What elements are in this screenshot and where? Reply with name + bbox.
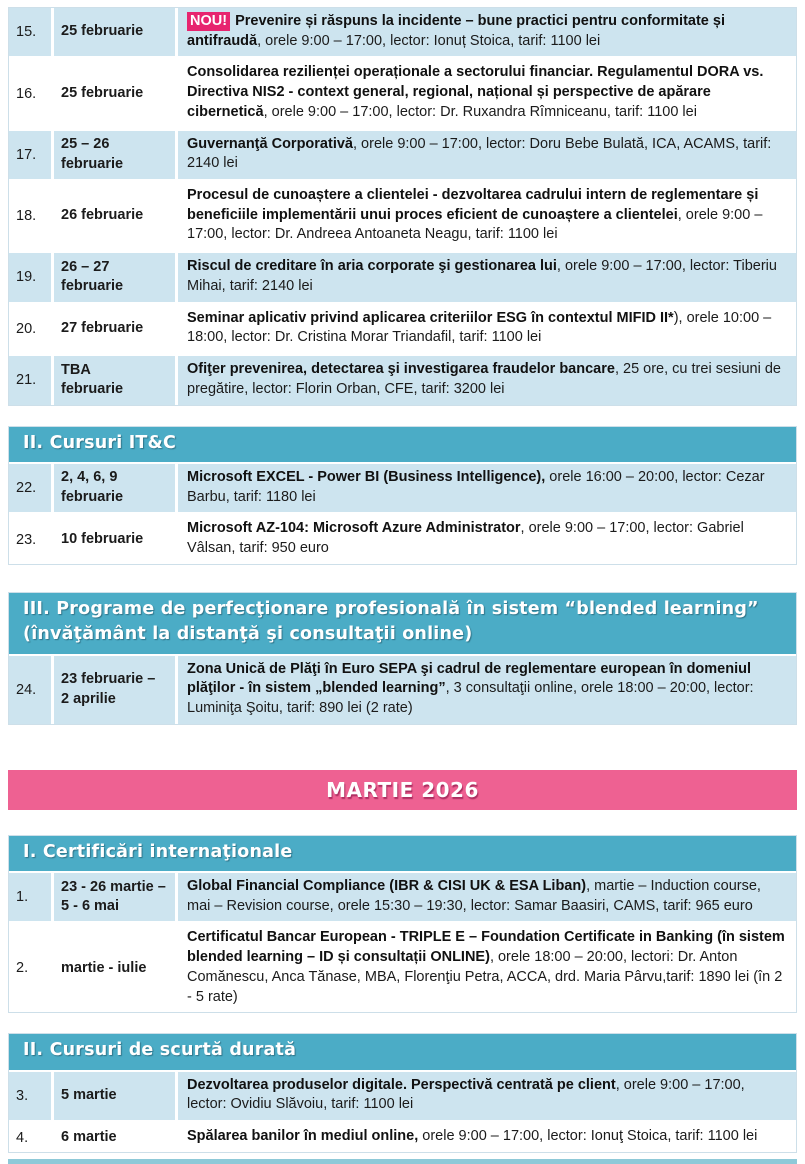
row-number: 24. (9, 656, 53, 724)
next-section-strip (8, 1159, 797, 1164)
course-details: orele 16:00 – 20:00, lector: Cezar Barbu, tarif: 1180 lei (187, 468, 765, 505)
table-row (9, 129, 796, 180)
table-row (9, 923, 796, 1012)
row-number: 19. (9, 252, 53, 303)
row-date (53, 656, 177, 724)
section-cursuri-itc (8, 426, 797, 565)
row-number: 2. (9, 923, 53, 1012)
date-line: 25 – 26 (61, 136, 110, 153)
course-details: , orele 9:00 – 17:00, lector: Dr. Ruxandra Rîmniceanu, tarif: 1100 lei (263, 103, 697, 120)
course-details: , orele 9:00 – 17:00, lector: Tiberiu Mihai, tarif: 2140 lei (187, 258, 777, 294)
course-description (177, 656, 797, 724)
course-description (177, 1072, 797, 1122)
nou-badge: NOU! (187, 12, 230, 31)
date-line: 6 martie (61, 1128, 117, 1145)
course-title: Seminar aplicativ privind aplicarea criteriilor ESG în contextul MIFID II* (187, 309, 674, 326)
course-description (177, 181, 797, 252)
date-line: 23 februarie – (61, 670, 156, 687)
course-title: Certificatul Bancar European - TRIPLE E – Foundation Certificate in Banking (în sistem blended learning – ID și consultații ONLINE) (187, 929, 785, 966)
course-title: Consolidarea rezilienței operaționale a sectorului financiar. Regulamentul DORA vs. Directiva NIS2 - context general, regional, național și perspective de apărare cibernetică (187, 64, 764, 120)
row-date (53, 464, 177, 514)
table-row (9, 252, 796, 303)
row-number: 20. (9, 303, 53, 354)
table-row (9, 8, 796, 58)
row-date (53, 873, 177, 923)
course-title: Microsoft AZ-104: Microsoft Azure Administrator (187, 520, 521, 537)
table-row (9, 58, 796, 129)
row-number: 3. (9, 1072, 53, 1122)
row-date (53, 514, 177, 564)
course-title: Prevenire și răspuns la incidente – bune practici pentru conformitate și antifraudă (187, 13, 725, 49)
table-row (9, 464, 796, 514)
table-row (9, 181, 796, 252)
row-date (53, 8, 177, 58)
row-number: 21. (9, 355, 53, 405)
date-line: 27 februarie (61, 319, 144, 336)
row-number: 18. (9, 181, 53, 252)
course-details: , orele 9:00 – 17:00, lector: Ovidiu Slăvoiu, tarif: 1100 lei (187, 1076, 745, 1113)
row-number: 15. (9, 8, 53, 58)
date-line: 5 martie (61, 1087, 117, 1104)
row-date (53, 181, 177, 252)
course-details: , martie – Induction course, mai – Revision course, orele 15:30 – 19:30, lector: Samar Baasiri, CAMS, tarif: 965 euro (187, 878, 761, 914)
course-title: Zona Unică de Plăţi în Euro SEPA şi cadrul de reglementare european în domeniul plăţilor - în sistem „blended learning” (187, 660, 752, 697)
section-blended-learning (8, 592, 797, 725)
row-number: 22. (9, 464, 53, 514)
section-februarie-courses (8, 7, 797, 406)
course-table (9, 656, 796, 724)
date-line: 10 februarie (61, 530, 144, 547)
course-description (177, 514, 797, 564)
course-details: ), orele 10:00 – 18:00, lector: Dr. Cristina Morar Triandafil, tarif: 1100 lei (187, 309, 772, 346)
date-line: februarie (61, 381, 124, 398)
section-header: II. Cursuri de scurtă durată (9, 1034, 796, 1071)
section-header: III. Programe de perfecţionare profesională în sistem “blended learning” (învăţământ la distanţă şi consultaţii online) (9, 593, 796, 656)
section-header: II. Cursuri IT&C (9, 427, 796, 464)
table-row (9, 656, 796, 724)
course-description (177, 923, 797, 1012)
course-details: , orele 9:00 – 17:00, lector: Gabriel Vâlsan, tarif: 950 euro (187, 520, 744, 557)
date-line: februarie (61, 155, 124, 172)
course-title: Microsoft EXCEL - Power BI (Business Intelligence), (187, 468, 546, 485)
month-banner (8, 770, 797, 810)
table-row (9, 873, 796, 923)
section-header: I. Certificări internaţionale (9, 836, 796, 873)
table-row (9, 303, 796, 354)
course-description (177, 58, 797, 129)
course-description (177, 355, 797, 405)
date-line: 5 - 6 mai (61, 898, 120, 915)
course-description (177, 8, 797, 58)
row-date (53, 303, 177, 354)
row-date (53, 923, 177, 1012)
course-details: , 25 ore, cu trei sesiuni de pregătire, lector: Florin Orban, CFE, tarif: 3200 lei (187, 361, 781, 397)
course-details: , orele 9:00 – 17:00, lector: Dr. Andreea Antoaneta Neagu, tarif: 1100 lei (187, 206, 763, 243)
row-date (53, 252, 177, 303)
course-description (177, 464, 797, 514)
table-row (9, 514, 796, 564)
row-date (53, 58, 177, 129)
section-certificari-internationale (8, 835, 797, 1014)
row-number: 16. (9, 58, 53, 129)
date-line: 26 februarie (61, 207, 144, 224)
course-details: , orele 9:00 – 17:00, lector: Ionuț Stoica, tarif: 1100 lei (257, 32, 601, 49)
course-description (177, 303, 797, 354)
table-row (9, 1072, 796, 1122)
course-table (9, 873, 796, 1012)
course-title: Guvernanţă Corporativă (187, 135, 353, 152)
course-description (177, 129, 797, 180)
course-table (9, 464, 796, 564)
course-details: , orele 18:00 – 20:00, lectori: Dr. Anton Comănescu, Anca Tănase, MBA, Florenţiu Petra, ACCA, drd. Maria Pârvu,tarif: 1890 lei (în 2 - 5 rate) (187, 949, 783, 1005)
row-number: 4. (9, 1122, 53, 1152)
date-line: 2 aprilie (61, 690, 116, 707)
table-row (9, 355, 796, 405)
date-line: TBA (61, 361, 91, 378)
row-number: 17. (9, 129, 53, 180)
date-line: 26 – 27 (61, 258, 110, 275)
course-title: Global Financial Compliance (IBR & CISI UK & ESA Liban) (187, 878, 587, 895)
course-title: Procesul de cunoaștere a clientelei - dezvoltarea cadrului intern de reglementare și beneficiile implementării unui proces eficient de cunoaștere a clientelei (187, 187, 759, 223)
course-details: orele 9:00 – 17:00, lector: Ionuţ Stoica, tarif: 1100 lei (418, 1128, 758, 1145)
course-description (177, 873, 797, 923)
date-line: 25 februarie (61, 23, 144, 40)
course-table (9, 8, 796, 405)
date-line: februarie (61, 278, 124, 295)
row-date (53, 355, 177, 405)
course-description (177, 252, 797, 303)
row-date (53, 129, 177, 180)
row-number: 1. (9, 873, 53, 923)
course-title: Dezvoltarea produselor digitale. Perspectivă centrată pe client (187, 1076, 616, 1093)
date-line: 25 februarie (61, 84, 144, 101)
date-line: februarie (61, 489, 124, 506)
course-title: Riscul de creditare în aria corporate şi gestionarea lui (187, 258, 557, 275)
month-banner-label: MARTIE 2026 (326, 777, 479, 802)
course-details: , 3 consultaţii online, orele 18:00 – 20:00, lector: Luminiţa Şoitu, tarif: 890 lei (2 rate) (187, 680, 754, 716)
row-number: 23. (9, 514, 53, 564)
date-line: martie - iulie (61, 959, 147, 976)
course-title: Spălarea banilor în mediul online, (187, 1128, 419, 1145)
course-details: , orele 9:00 – 17:00, lector: Doru Bebe Bulată, ICA, ACAMS, tarif: 2140 lei (187, 135, 772, 172)
course-table (9, 1072, 796, 1152)
course-title: Ofiţer prevenirea, detectarea şi investigarea fraudelor bancare (187, 361, 615, 378)
date-line: 2, 4, 6, 9 (61, 469, 118, 486)
section-cursuri-scurta-durata (8, 1033, 797, 1153)
date-line: 23 - 26 martie – (61, 878, 166, 895)
row-date (53, 1072, 177, 1122)
